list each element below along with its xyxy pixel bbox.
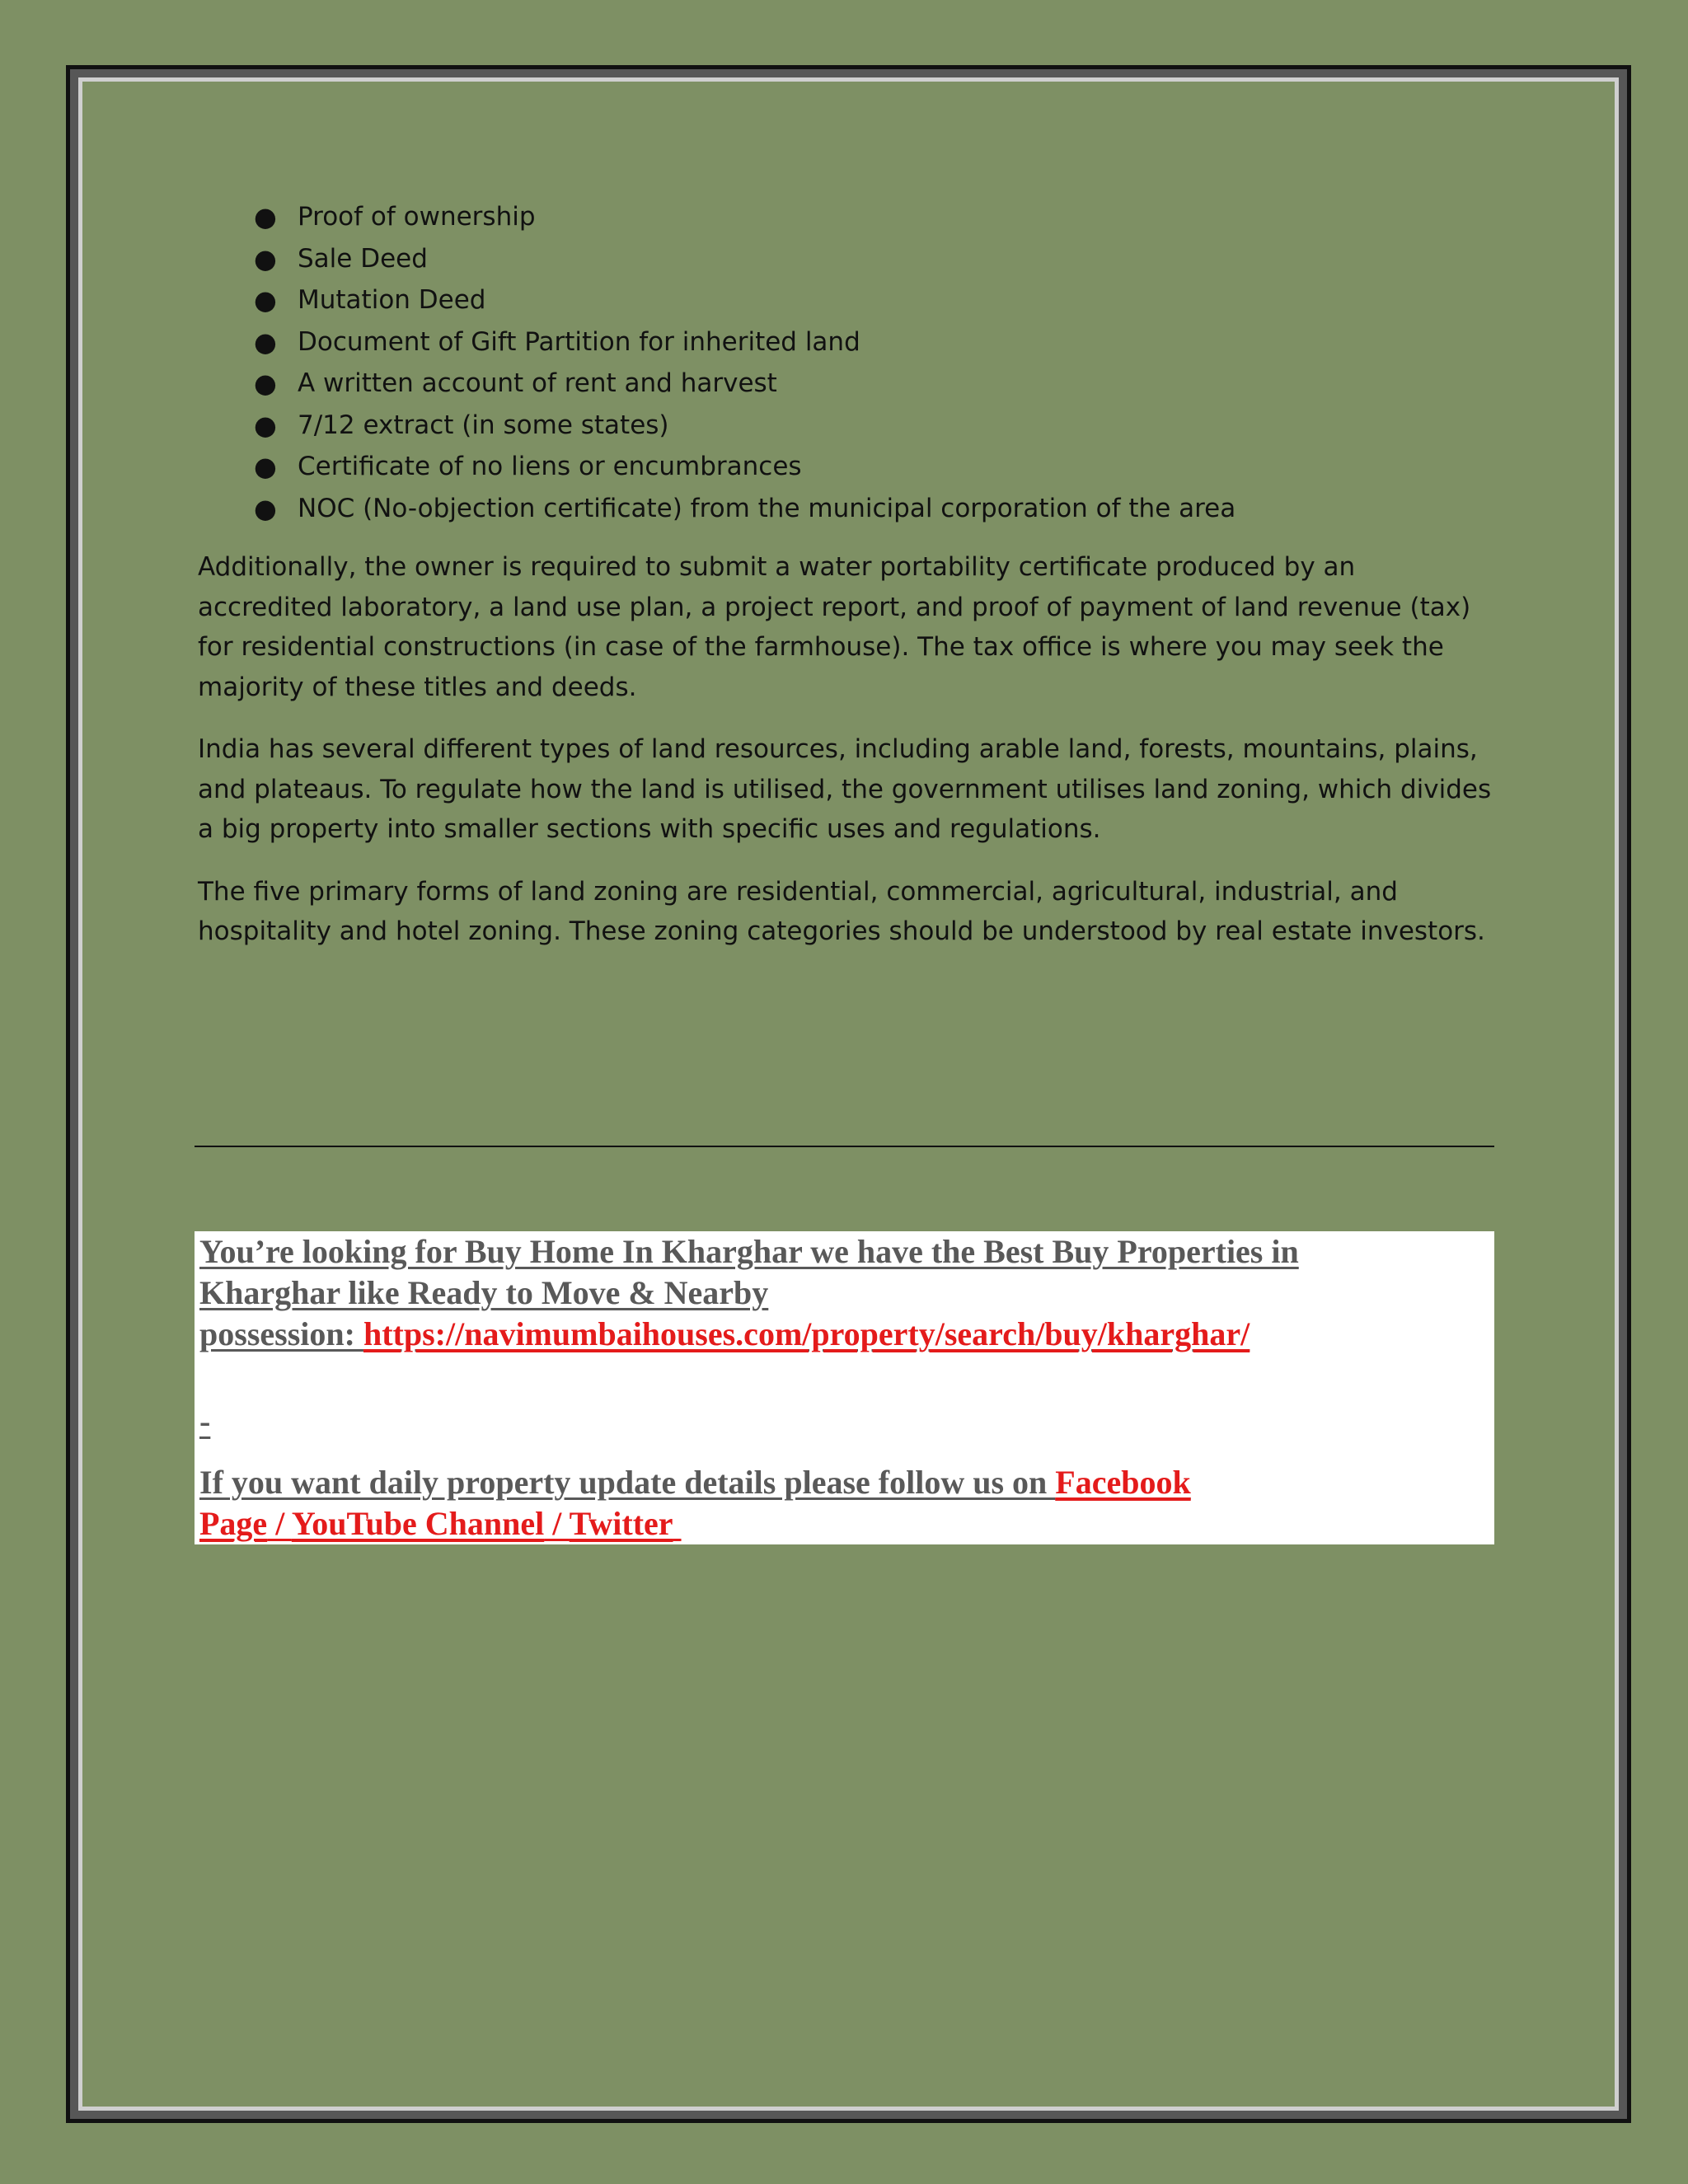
list-item bbox=[198, 405, 1496, 447]
list-item-text: Document of Gift Partition for inherited land bbox=[298, 326, 860, 357]
bullet-icon: ● bbox=[254, 326, 277, 358]
promo-line-3 bbox=[199, 1314, 1250, 1355]
list-item bbox=[198, 488, 1496, 530]
promo-line-2: Kharghar like Ready to Move & Nearby bbox=[199, 1274, 769, 1311]
paragraph-zoning-forms: The five primary forms of land zoning are residential, commercial, agricultural, industrial, and hospitality and hotel zoning. These zoning categories should be understood by real estate investors. bbox=[198, 876, 1485, 946]
promo-dash: - bbox=[199, 1403, 211, 1440]
separator: / bbox=[544, 1505, 570, 1542]
follow-text: If you want daily property update details please follow us on bbox=[199, 1464, 1056, 1501]
list-item-text: Certificate of no liens or encumbrances bbox=[298, 452, 802, 481]
list-item-text: NOC (No-objection certificate) from the municipal corporation of the area bbox=[298, 493, 1236, 523]
bullet-icon: ● bbox=[254, 201, 277, 232]
list-item-text: Mutation Deed bbox=[298, 285, 486, 315]
kharghar-search-link[interactable]: https://navimumbaihouses.com/property/search/buy/kharghar/ bbox=[363, 1315, 1250, 1352]
separator: / bbox=[267, 1505, 292, 1542]
facebook-link[interactable]: Facebook bbox=[1055, 1464, 1191, 1501]
follow-line bbox=[199, 1462, 1191, 1503]
bullet-icon: ● bbox=[254, 492, 277, 524]
list-item bbox=[198, 279, 1496, 321]
social-links-line bbox=[199, 1503, 682, 1544]
bullet-icon: ● bbox=[254, 409, 277, 441]
list-item bbox=[198, 363, 1496, 405]
list-item-text: Proof of ownership bbox=[298, 202, 536, 232]
bullet-icon: ● bbox=[254, 284, 277, 316]
bullet-icon: ● bbox=[254, 242, 277, 274]
list-item bbox=[198, 321, 1496, 363]
requirements-list bbox=[198, 196, 1496, 529]
bullet-icon: ● bbox=[254, 368, 277, 399]
promo-line-1: You’re looking for Buy Home In Kharghar we have the Best Buy Properties in bbox=[199, 1233, 1299, 1270]
facebook-page-link[interactable]: Page bbox=[199, 1505, 268, 1542]
paragraph-land-resources: India has several different types of land resources, including arable land, forests, mountains, plains, and plateaus. To regulate how the land is utilised, the government utilises land zoning, which divides a big property into smaller sections with specific uses and regulations. bbox=[198, 734, 1492, 844]
list-item bbox=[198, 196, 1496, 238]
list-item-text: Sale Deed bbox=[298, 243, 428, 274]
list-item bbox=[198, 238, 1496, 280]
possession-label: possession: bbox=[199, 1315, 363, 1352]
list-item bbox=[198, 446, 1496, 488]
list-item-text: 7/12 extract (in some states) bbox=[298, 410, 669, 440]
twitter-link[interactable]: Twitter bbox=[569, 1505, 673, 1542]
list-item-text: A written account of rent and harvest bbox=[298, 368, 777, 398]
bullet-icon: ● bbox=[254, 451, 277, 482]
paragraph-owner-certificates: Additionally, the owner is required to submit a water portability certificate produced by an accredited laboratory, a land use plan, a project report, and proof of payment of land revenue (tax) for residential constructions (in case of the farmhouse). The tax office is where you may seek the majority of these titles and deeds. bbox=[198, 552, 1471, 702]
document-body bbox=[198, 196, 1496, 952]
horizontal-divider bbox=[195, 1146, 1494, 1147]
youtube-channel-link[interactable]: YouTube Channel bbox=[291, 1505, 545, 1542]
promo-box bbox=[195, 1231, 1494, 1544]
